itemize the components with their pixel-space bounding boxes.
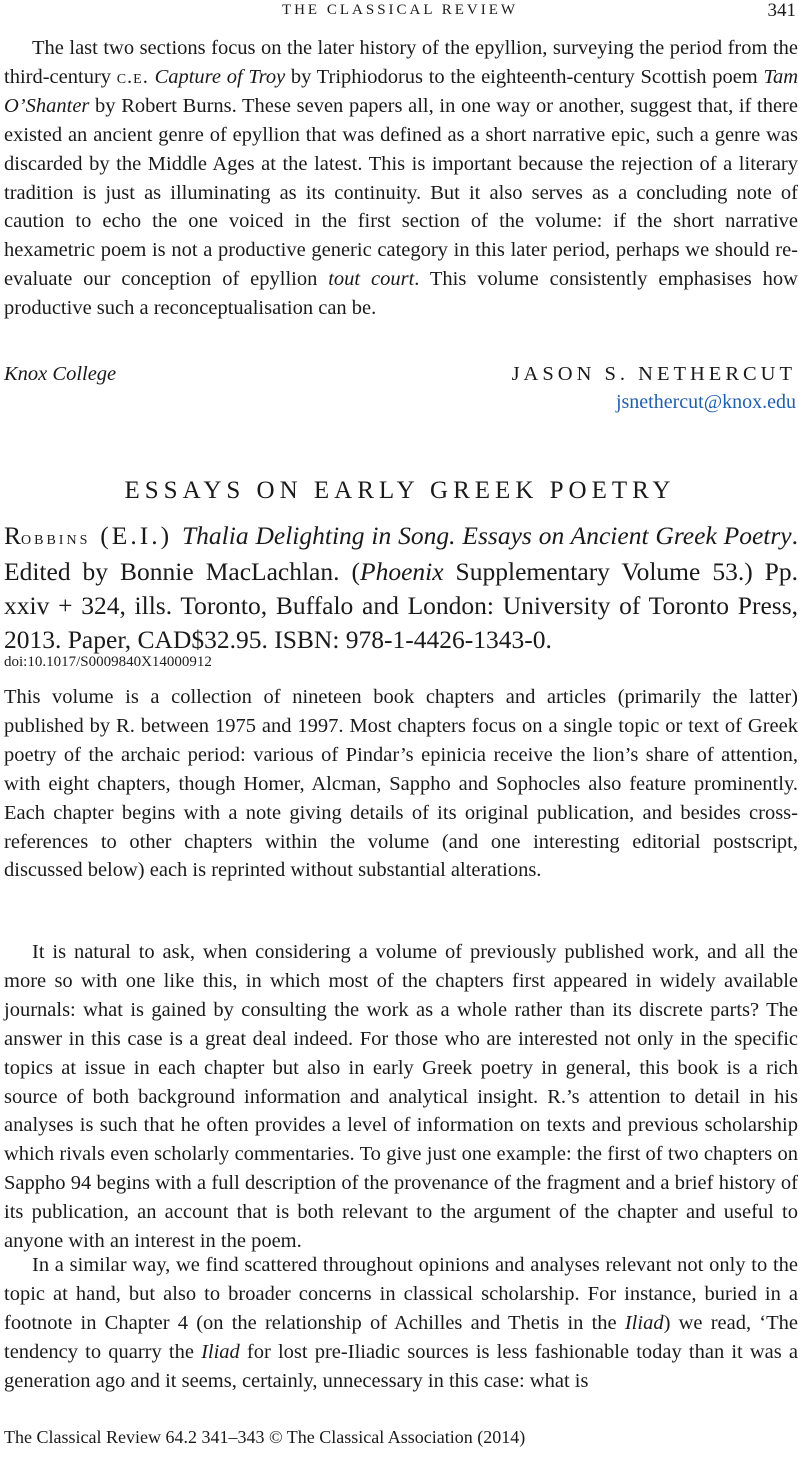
running-head: [0, 0, 800, 24]
work-title: Iliad: [624, 1311, 664, 1334]
latin-phrase: tout court: [328, 268, 415, 291]
body-paragraph-1: This volume is a collection of nineteen book chapters and articles (primarily the latter) published by R. between 1975 and 1997. Most chapters focus on a single topic or text of Greek poetry of the archaic period: various of Pindar’s epinicia receive the lion’s share of attention, with eight chapters, though Homer, Alcman, Sappho and Sophocles also feature prominently. Each chapter begins with a note giving details of its original publication, and besides cross-references to other chapters within the volume (and one interesting editorial postscript, discussed below) each is reprinted without substantial alterations.: [4, 686, 798, 882]
running-title: THE CLASSICAL REVIEW: [281, 2, 519, 18]
work-title: Tam O’Shanter: [4, 65, 799, 117]
series-name: Phoenix: [360, 557, 444, 586]
section-title: ESSAYS ON EARLY GREEK POETRY: [124, 477, 676, 504]
page-number: 341: [767, 0, 796, 21]
author-initial: R: [4, 521, 22, 550]
reviewer-affiliation: Knox College: [4, 363, 117, 385]
work-title: Iliad: [201, 1340, 240, 1363]
body-paragraph-3: In a similar way, we find scattered throughout opinions and analyses relevant not only to the topic at hand, but also to broader concerns in classical scholarship. For instance, buried in a footnote in Chapter 4 (on the relationship of Achilles and Thetis in the Iliad) we read, ‘The tendency to quarry the Iliad for lost pre-Iliadic sources is less fashionable today than it was a generation ago and it seems, certainly, unnecessary in this case: what is: [4, 1254, 798, 1392]
book-title: Thalia Delighting in Song. Essays on Ancient Greek Poetry: [181, 521, 792, 550]
era-abbreviation: c.e.: [116, 65, 149, 88]
intro-paragraph: The last two sections focus on the later history of the epyllion, surveying the period from the third-century c.e. Capture of Troy by Triphiodorus to the eighteenth-century Scottish poem Tam O’Shanter by Robert Burns. These seven papers all, in one way or another, suggest that, if there existed an ancient genre of epyllion that was defined as a short narrative epic, such a genre was discarded by the Middle Ages at the latest. This is important because the rejection of a literary tradition is just as illuminating as its continuity. But it also serves as a concluding note of caution to echo the one voiced in the first section of the volume: if the short narrative hexametric poem is not a productive generic category in this later period, perhaps we should re-evaluate our conception of epyllion tout court. This volume consistently emphasises how productive such a reconceptualisation can be.: [4, 37, 799, 320]
doi-link[interactable]: doi:10.1017/S0009840X14000912: [4, 654, 212, 670]
reviewer-name: JASON S. NETHERCUT: [511, 363, 796, 385]
body-paragraph-2: It is natural to ask, when considering a volume of previously published work, and all the more so with one like this, in which most of the chapters first appeared in widely available journals: what is gained by consulting the work as a whole rather than its discrete parts? The answer in this case is a great deal indeed. For those who are interested not only in the specific topics at issue in each chapter but also in early Greek poetry in general, this book is a rich source of both background information and analytical insight. R.’s attention to detail in his analyses is such that he often provides a level of information on texts and previous scholarship which rivals even scholarly commentaries. To give just one example: the first of two chapters on Sappho 94 begins with a full description of the provenance of the fragment and a brief history of its publication, an account that is both relevant to the argument of the chapter and useful to anyone with an interest in the poem.: [4, 941, 798, 1253]
book-citation: Robbins (E.I.) Thalia Delighting in Song. Essays on Ancient Greek Poetry. Edited by Bonnie MacLachlan. (Phoenix Supplementary Volume 53.) Pp. xxiv + 324, ills. Toronto, Buffalo and London: University of Toronto Press, 2013. Paper, CAD$32.95. ISBN: 978-1-4426-1343-0.: [4, 521, 798, 654]
work-title: Capture of Troy: [154, 65, 286, 88]
author-surname: obbins: [21, 527, 91, 549]
page-footer: The Classical Review 64.2 341–343 © The Classical Association (2014): [4, 1427, 526, 1447]
reviewer-email-link[interactable]: jsnethercut@knox.edu: [615, 391, 796, 413]
